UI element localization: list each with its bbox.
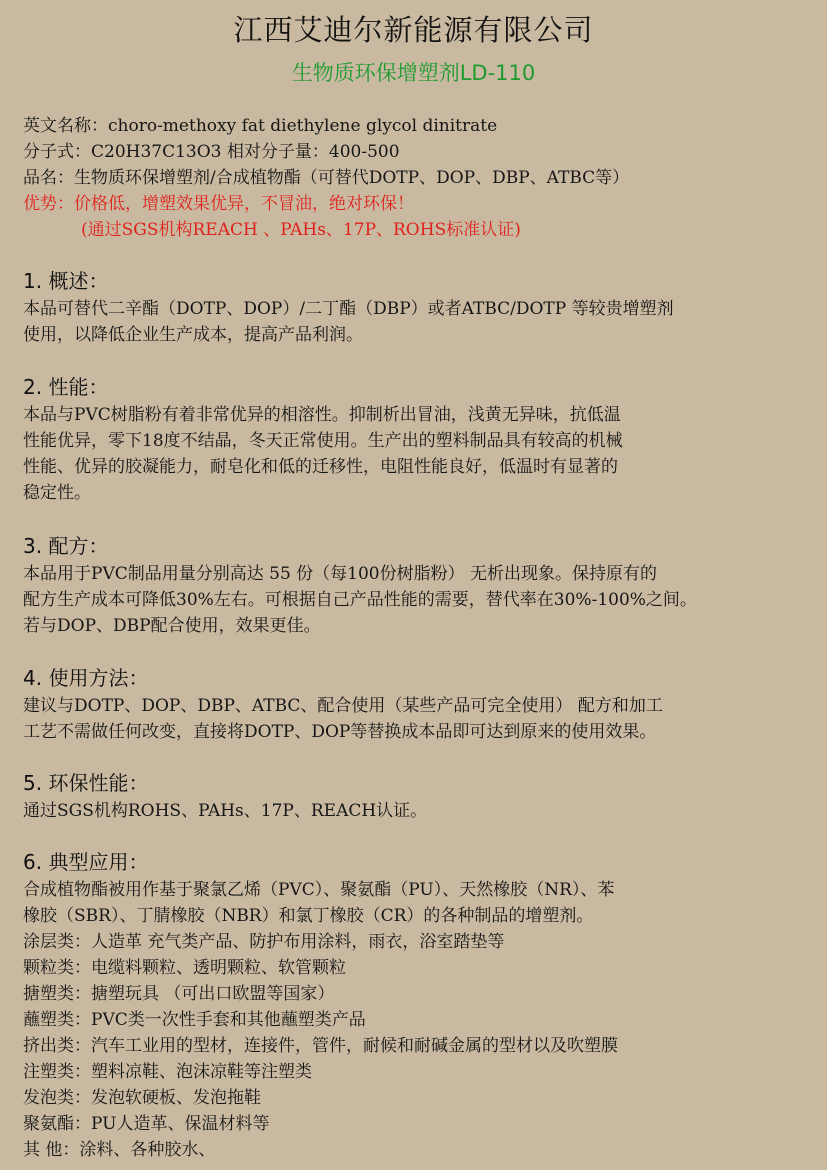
application-item: 挤出类：汽车工业用的型材，连接件，管件，耐候和耐碱金属的型材以及吹塑膜	[23, 1036, 618, 1056]
english-name-line: 英文名称：choro-methoxy fat diethylene glycol dinitrate	[23, 116, 498, 136]
section-heading: 6. 典型应用：	[23, 850, 149, 874]
section-line: 橡胶（SBR）、丁腈橡胶（NBR）和氯丁橡胶（CR）的各种制品的增塑剂。	[23, 906, 594, 926]
section-usage	[23, 663, 823, 745]
application-item: 蘸塑类：PVC类一次性手套和其他蘸塑类产品	[23, 1010, 366, 1030]
section-line: 稳定性。	[23, 483, 91, 503]
section-heading: 5. 环保性能：	[23, 771, 149, 795]
application-item: 涂层类：人造革 充气类产品、防护布用涂料，雨衣，浴室踏垫等	[23, 932, 505, 952]
section-environmental	[23, 768, 823, 824]
section-heading: 2. 性能：	[23, 375, 109, 399]
section-line: 合成植物酯被用作基于聚氯乙烯（PVC）、聚氨酯（PU）、天然橡胶（NR）、苯	[23, 880, 615, 900]
section-line: 若与DOP、DBP配合使用，效果更佳。	[23, 616, 321, 636]
application-item: 颗粒类：电缆料颗粒、透明颗粒、软管颗粒	[23, 958, 346, 978]
section-body	[23, 296, 823, 348]
section-body	[23, 561, 823, 639]
section-line: 建议与DOTP、DOP、DBP、ATBC、配合使用（某些产品可完全使用） 配方和加工	[23, 696, 663, 716]
product-title: 生物质环保增塑剂LD-110	[291, 61, 536, 85]
section-line: 本品与PVC树脂粉有着非常优异的相溶性。抑制析出冒油，浅黄无异味，抗低温	[23, 405, 621, 425]
section-overview	[23, 266, 823, 348]
application-item: 其 他：涂料、各种胶水、	[23, 1140, 216, 1160]
product-info-block	[23, 113, 818, 243]
section-body	[23, 693, 823, 745]
section-line: 性能、优异的胶凝能力，耐皂化和低的迁移性，电阻性能良好，低温时有显著的	[23, 457, 618, 477]
section-heading: 3. 配方：	[23, 534, 109, 558]
section-line: 本品可替代二辛酯（DOTP、DOP）/二丁酯（DBP）或者ATBC/DOTP 等较贵增塑剂	[23, 299, 674, 319]
section-line: 配方生产成本可降低30%左右。可根据自己产品性能的需要，替代率在30%-100%之间。	[23, 590, 697, 610]
section-line: 工艺不需做任何改变，直接将DOTP、DOP等替换成本品即可达到原来的使用效果。	[23, 722, 657, 742]
formula-line: 分子式：C20H37C13O3 相对分子量：400-500	[23, 142, 400, 162]
section-body	[23, 877, 823, 1163]
section-body	[23, 402, 823, 506]
section-formulation	[23, 531, 823, 639]
application-item: 注塑类：塑料凉鞋、泡沫凉鞋等注塑类	[23, 1062, 312, 1082]
advantage-line: 优势：价格低，增塑效果优异，不冒油，绝对环保！	[23, 194, 414, 214]
section-body	[23, 798, 823, 824]
section-heading: 1. 概述：	[23, 269, 109, 293]
section-line: 本品用于PVC制品用量分别高达 55 份（每100份树脂粉） 无析出现象。保持原有的	[23, 564, 658, 584]
section-applications	[23, 847, 823, 1163]
application-item: 搪塑类：搪塑玩具 （可出口欧盟等国家）	[23, 984, 335, 1004]
section-line: 使用，以降低企业生产成本，提高产品利润。	[23, 325, 363, 345]
section-heading: 4. 使用方法：	[23, 666, 149, 690]
product-name-line: 品名：生物质环保增塑剂/合成植物酯（可替代DOTP、DOP、DBP、ATBC等）	[23, 168, 630, 188]
section-line: 性能优异，零下18度不结晶，冬天正常使用。生产出的塑料制品具有较高的机械	[23, 431, 623, 451]
application-item: 聚氨酯：PU人造革、保温材料等	[23, 1114, 270, 1134]
certification-line: (通过SGS机构REACH 、PAHs、17P、ROHS标准认证)	[81, 220, 521, 240]
application-item: 发泡类：发泡软硬板、发泡拖鞋	[23, 1088, 261, 1108]
section-performance	[23, 372, 823, 506]
section-line: 通过SGS机构ROHS、PAHs、17P、REACH认证。	[23, 801, 428, 821]
company-title: 江西艾迪尔新能源有限公司	[233, 13, 594, 47]
